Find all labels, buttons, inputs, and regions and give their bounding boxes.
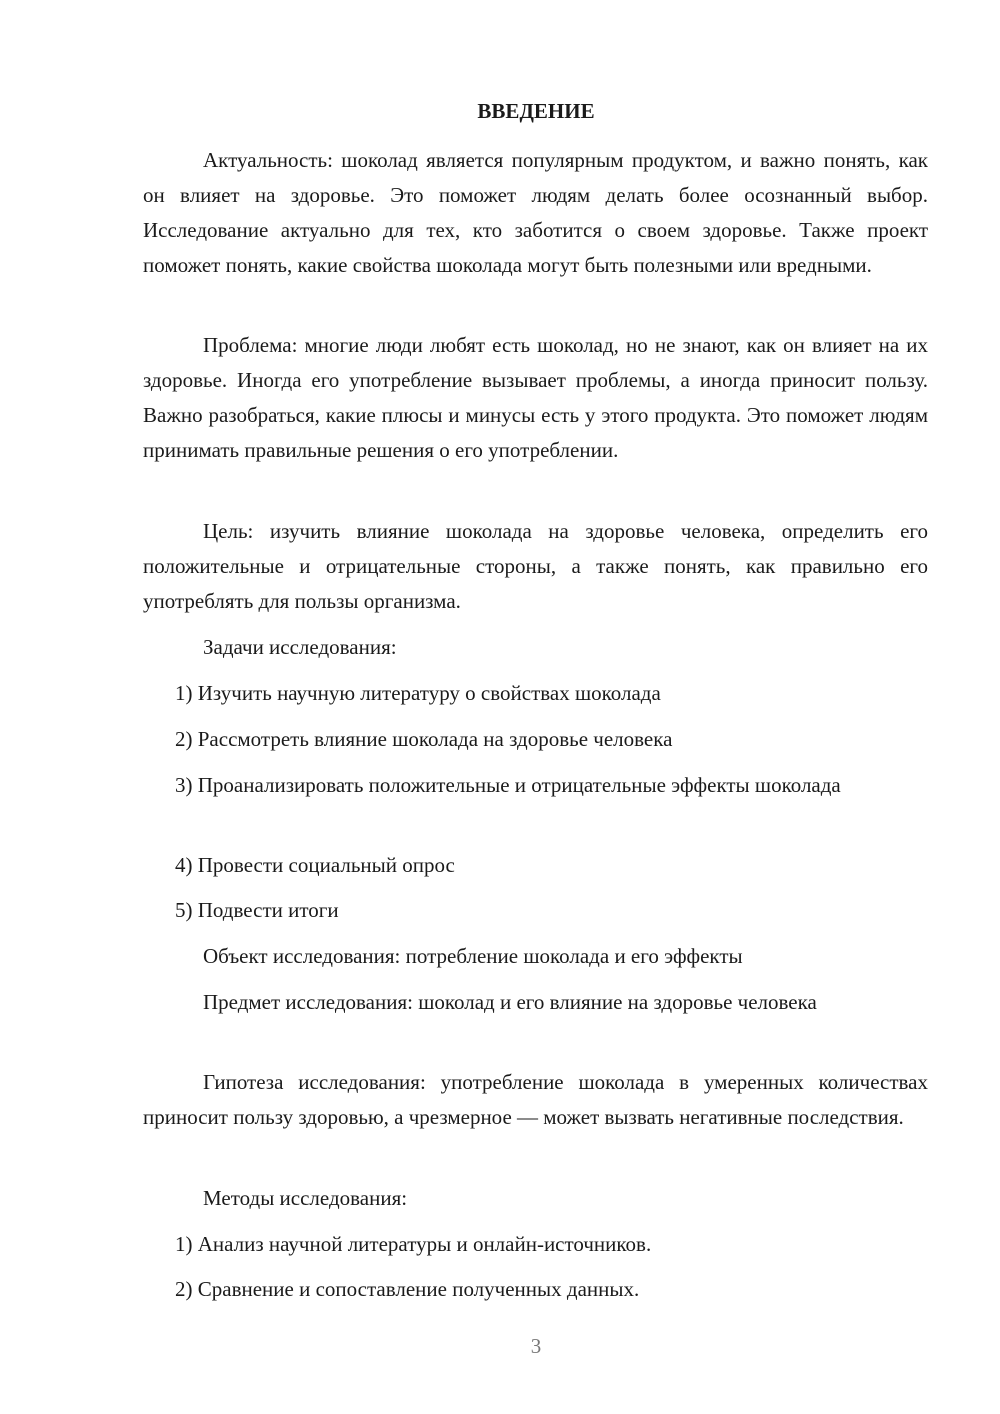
page-number: 3 [530,1334,542,1358]
task-item: 5) Подвести итоги [175,898,339,922]
page-title: ВВЕДЕНИЕ [477,99,595,123]
paragraph-problem: Проблема: многие люди любят есть шоколад, но не знают, как он влияет на их здоровье. Иногда его употребление вызывает проблемы, а иногда приносит пользу. Важно разобраться, какие плюсы и минусы есть у этого продукта. Это поможет людям принимать правильные решения о его употреблении. [143,333,928,462]
paragraph-goal: Цель: изучить влияние шоколада на здоровье человека, определить его положительные и отрицательные стороны, а также понять, как правильно его употреблять для пользы организма. [143,519,928,613]
methods-heading: Методы исследования: [203,1186,408,1210]
tasks-heading: Задачи исследования: [203,635,397,659]
method-item: 1) Анализ научной литературы и онлайн-источников. [175,1232,652,1256]
paragraph-subject: Предмет исследования: шоколад и его влияние на здоровье человека [203,990,817,1014]
paragraph-object: Объект исследования: потребление шоколада и его эффекты [203,944,743,968]
method-item: 2) Сравнение и сопоставление полученных данных. [175,1277,640,1301]
task-item: 2) Рассмотреть влияние шоколада на здоровье человека [175,727,673,751]
paragraph-hypothesis: Гипотеза исследования: употребление шоколада в умеренных количествах приносит пользу здоровью, а чрезмерное — может вызвать негативные последствия. [143,1070,928,1129]
task-item: 3) Проанализировать положительные и отрицательные эффекты шоколада [175,773,841,797]
task-item: 1) Изучить научную литературу о свойствах шоколада [175,681,661,705]
task-item: 4) Провести социальный опрос [175,853,455,877]
paragraph-relevance: Актуальность: шоколад является популярным продуктом, и важно понять, как он влияет на здоровье. Это поможет людям делать более осознанный выбор. Исследование актуально для тех, кто заботится о своем здоровье. Также проект поможет понять, какие свойства шоколада могут быть полезными или вредными. [143,148,928,277]
